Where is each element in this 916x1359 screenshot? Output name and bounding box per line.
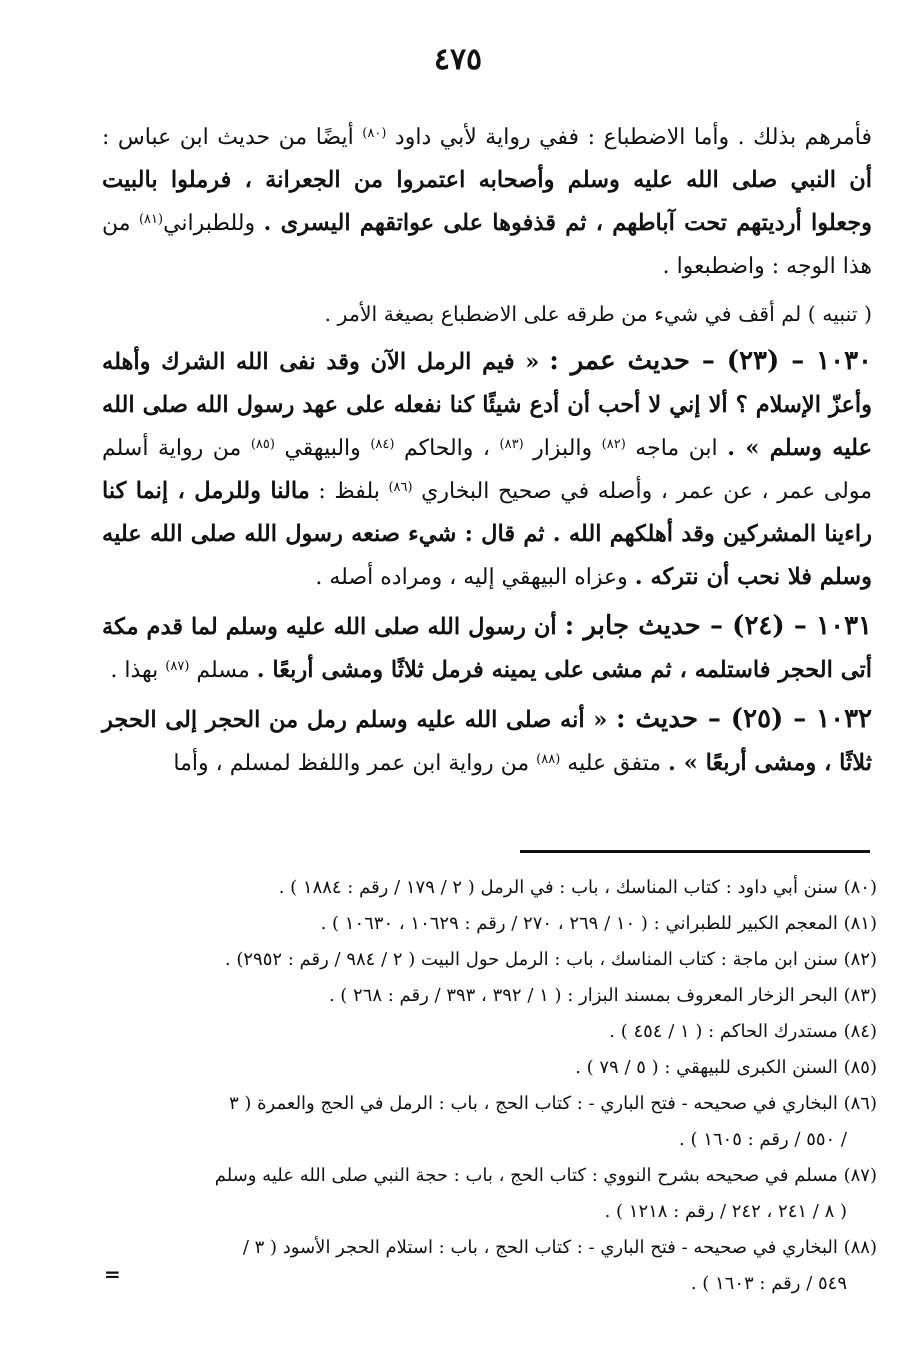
footnote-text: (٨٧) مسلم في صحيحه بشرح النووي : كتاب الحج ، باب : حجة النبي صلى الله عليه وسلم — [214, 1165, 877, 1186]
footnote-81: (٨١) المعجم الكبير للطبراني : ( ١٠ / ٢٦٩ ، ٢٧٠ / رقم : ١٠٦٢٩ ، ١٠٦٣٠ ) . — [320, 913, 877, 934]
footnote-ref[interactable]: (٨٠) — [362, 126, 387, 141]
footnote-85: (٨٥) السنن الكبرى للبيهقي : ( ٥ / ٧٩ ) . — [575, 1057, 877, 1078]
footnote-87 — [102, 1158, 877, 1230]
hadith-number: ١٠٣٢ – (٢٥) – حديث : — [616, 704, 873, 734]
paragraph-idtiba — [102, 116, 872, 288]
text-segment: فأمرهم بذلك . وأما الاضطباع : ففي رواية لأبي داود — [386, 125, 872, 150]
footnote-82: (٨٢) سنن ابن ماجة : كتاب المناسك ، باب : الرمل حول البيت ( ٢ / ٩٨٤ / رقم : ٢٩٥٢) . — [224, 949, 877, 970]
text-segment: بلفظ : — [309, 479, 389, 504]
footnote-continuation: / ٥٥٠ / رقم : ١٦٠٥ ) . — [679, 1129, 847, 1150]
footnote-ref[interactable]: (٨١) — [138, 212, 164, 227]
footnote-83: (٨٣) البحر الزخار المعروف بمسند البزار : ( ١ / ٣٩٢ ، ٣٩٣ / رقم : ٢٦٨ ) . — [328, 985, 877, 1006]
text-segment: مسلم — [189, 658, 257, 683]
footnote-88 — [102, 1230, 877, 1302]
text-segment: والبزار — [523, 436, 602, 461]
footnote-text: (٨٦) البخاري في صحيحه - فتح الباري - : كتاب الحج ، باب : الرمل في الحج والعمرة ( ٣ — [228, 1093, 877, 1114]
hadith-1032 — [102, 698, 872, 785]
hadith-quote: أن رسول الله صلى الله عليه وسلم لما قدم مكة أتى الحجر فاستلمه ، ثم مشى على يمينه فرمل ثلاثًا ومشى أربعًا . — [102, 614, 872, 683]
main-text — [102, 116, 872, 791]
paragraph-tanbih: ( تنبيه ) لم أقف في شيء من طرقه على الاضطباع بصيغة الأمر . — [324, 302, 872, 326]
hadith-quote: « أنه صلى الله عليه وسلم رمل من الحجر إلى الحجر ثلاثًا ، ومشى أربعًا » . — [102, 707, 872, 776]
text-segment: من رواية ابن عمر واللفظ لمسلم ، وأما — [173, 751, 537, 776]
hadith-quote: مالنا وللرمل ، إنما كنا راءينا المشركين وقد أهلكهم الله . ثم قال : شيء صنعه رسول الله صلى الله عليه وسلم فلا نحب أن نتركه . — [102, 478, 872, 590]
text-segment: أيضًا من حديث ابن عباس : — [102, 125, 363, 150]
footnote-ref[interactable]: (٨٤) — [370, 437, 395, 452]
text-segment: بهذا . — [110, 658, 166, 683]
footnote-ref[interactable]: (٨٣) — [499, 437, 524, 452]
footnote-80: (٨٠) سنن أبي داود : كتاب المناسك ، باب : في الرمل ( ٢ / ١٧٩ / رقم : ١٨٨٤ ) . — [278, 877, 877, 898]
footnote-continuation: ( ٨ / ٢٤١ ، ٢٤٢ / رقم : ١٢١٨ ) . — [604, 1201, 847, 1222]
footnote-text: (٨٨) البخاري في صحيحه - فتح الباري - : كتاب الحج ، باب : استلام الحجر الأسود ( ٣ / — [242, 1237, 877, 1258]
footnote-divider — [520, 850, 870, 853]
footnote-ref[interactable]: (٨٥) — [250, 437, 275, 452]
text-segment: والبيهقي — [274, 436, 371, 461]
footnote-continuation: ٥٤٩ / رقم : ١٦٠٣ ) . — [690, 1273, 847, 1294]
footnote-ref[interactable]: (٨٦) — [388, 480, 413, 495]
text-segment: من رواية أسلم مولى عمر ، عن عمر ، وأصله في صحيح البخاري — [102, 436, 873, 504]
text-segment: ، والحاكم — [394, 436, 500, 461]
footnote-ref[interactable]: (٨٨) — [536, 752, 561, 767]
text-segment: من هذا الوجه : واضطبعوا . — [102, 211, 872, 279]
hadith-quote: أن النبي صلى الله عليه وسلم وأصحابه اعتمروا من الجعرانة ، فرملوا بالبيت وجعلوا أرديتهم تحت آباطهم ، ثم قذفوها على عواتقهم اليسرى . — [102, 167, 873, 236]
text-segment: وللطبراني — [163, 211, 264, 236]
hadith-quote: « فيم الرمل الآن وقد نفى الله الشرك وأهله وأعزّ الإسلام ؟ ألا إني لا أحب أن أدع شيئًا كنا نفعله على عهد رسول الله صلى الله عليه وسلم » . — [102, 349, 873, 461]
footnote-ref[interactable]: (٨٢) — [601, 437, 626, 452]
footnote-86 — [102, 1086, 877, 1158]
footnote-84: (٨٤) مستدرك الحاكم : ( ١ / ٤٥٤ ) . — [609, 1021, 877, 1042]
footnotes-list — [102, 870, 877, 1302]
text-segment: ابن ماجه — [625, 436, 728, 461]
text-segment: وعزاه البيهقي إليه ، ومراده أصله . — [315, 565, 635, 590]
page-number: ٤٧٥ — [433, 42, 483, 77]
hadith-number: ١٠٣١ – (٢٤) – حديث جابر : — [564, 611, 873, 641]
hadith-1031 — [102, 605, 872, 692]
hadith-number: ١٠٣٠ – (٢٣) – حديث عمر : — [549, 346, 872, 376]
continuation-mark: = — [104, 1262, 121, 1286]
footnote-ref[interactable]: (٨٧) — [165, 659, 190, 674]
hadith-1030 — [102, 340, 872, 599]
text-segment: متفق عليه — [560, 751, 669, 776]
